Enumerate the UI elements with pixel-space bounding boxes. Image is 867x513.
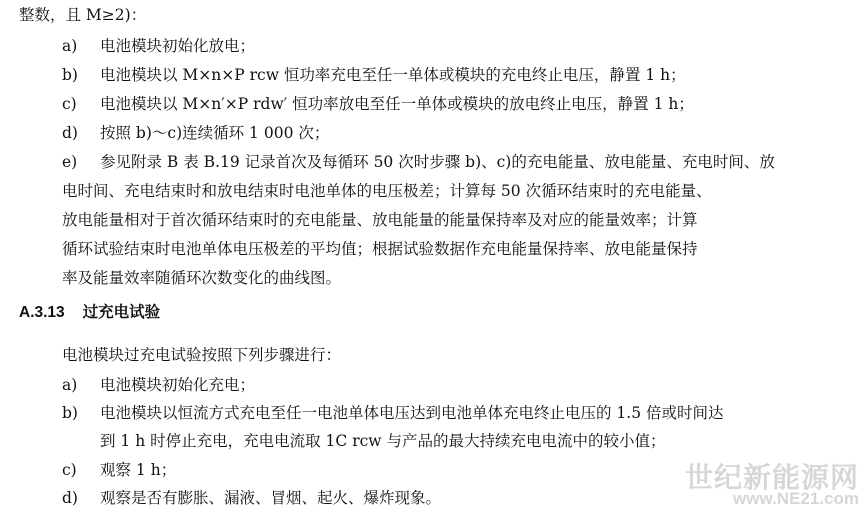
list-item-text: 电池模块以恒流方式充电至任一电池单体电压达到电池单体充电终止电压的 1.5 倍或时间达 — [100, 404, 724, 422]
list-item-label: b) — [62, 66, 78, 84]
list-item-text: 观察是否有膨胀、漏液、冒烟、起火、爆炸现象。 — [100, 489, 442, 507]
list-item-text: 电池模块以 M×n′×P rdw′ 恒功率放电至任一单体或模块的放电终止电压，静置 1 h； — [100, 95, 694, 113]
section-title: 过充电试验 — [82, 303, 161, 321]
list-item-label: a) — [62, 37, 78, 55]
section-heading — [19, 302, 160, 323]
list-item-text: 电池模块初始化放电； — [100, 37, 256, 55]
list-item-text: 率及能量效率随循环次数变化的曲线图。 — [62, 269, 342, 287]
list-item-text: 电时间、充电结束时和放电结束时电池单体的电压极差；计算每 50 次循环结束时的充电能量、 — [62, 182, 712, 200]
section-intro: 电池模块过充电试验按照下列步骤进行： — [62, 346, 342, 364]
list-item-label: a) — [62, 376, 78, 394]
section-number: A.3.13 — [19, 304, 65, 321]
list-item-label: d) — [62, 489, 78, 507]
watermark-url: www.NE21.com — [733, 489, 859, 508]
list-item-label: c) — [62, 461, 77, 479]
list-item-text: 电池模块初始化充电； — [100, 376, 256, 394]
list-item-text: 按照 b)～c)连续循环 1 000 次； — [100, 124, 330, 142]
list-item-text: 观察 1 h； — [100, 461, 177, 479]
list-item-label: b) — [62, 404, 78, 422]
intro-line: 整数，且 M≥2)： — [19, 6, 147, 24]
list-item-text: 参见附录 B 表 B.19 记录首次及每循环 50 次时步骤 b)、c)的充电能量、放电能量、充电时间、放 — [100, 153, 775, 171]
list-item-text: 循环试验结束时电池单体电压极差的平均值；根据试验数据作充电能量保持率、放电能量保持 — [62, 240, 698, 258]
watermark-site-name: 世纪新能源网 — [684, 461, 859, 494]
list-item-text: 电池模块以 M×n×P rcw 恒功率充电至任一单体或模块的充电终止电压，静置 1 h； — [100, 66, 686, 84]
list-item-label: e) — [62, 153, 78, 171]
list-item-label: c) — [62, 95, 77, 113]
list-item-text: 放电能量相对于首次循环结束时的充电能量、放电能量的能量保持率及对应的能量效率；计算 — [62, 211, 698, 229]
list-item-label: d) — [62, 124, 78, 142]
list-item-text: 到 1 h 时停止充电，充电电流取 1C rcw 与产品的最大持续充电电流中的较小值； — [100, 432, 666, 450]
